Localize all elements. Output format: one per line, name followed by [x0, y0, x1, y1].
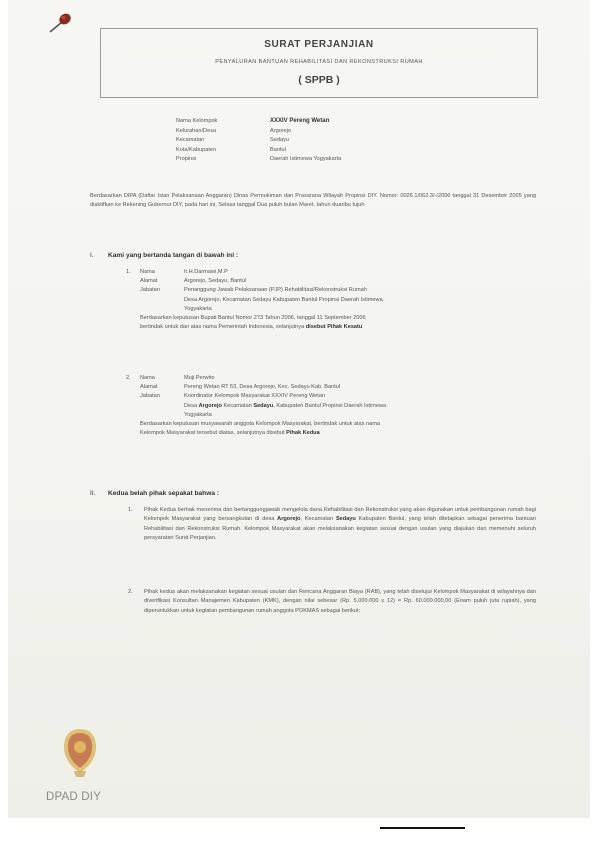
field-label: Jabatan: [140, 287, 160, 294]
field-label: Alamat: [140, 384, 158, 391]
agreement-item: 2. Pihak kedua akan melaksanakan kegiatan sesuai usulan dan Rencana Anggaran Biaya (RAB), yang telah disetujui Kelompok Masyarakat di wilayahnya dan diverifikasi Konsultan Manajemen Kabupaten (KMK), dengan nilai sebesar (Rp. 5.000.000 x 12) = Rp. 60.000.000,00 (Enam puluh juta rupiah), yang diperuntukkan untuk kegiatan pembangunan rumah anggota POKMAS sebagai berikut:: [128, 589, 536, 614]
pin-icon: [48, 10, 74, 36]
info-row: [176, 146, 341, 156]
party-designation: Pihak Kedua: [286, 430, 320, 437]
party-basis: Kelompok Masyarakat tersebut diatas, selanjutnya disebut Pihak Kedua: [140, 430, 320, 437]
section-title: Kami yang bertanda tangan di bawah ini :: [108, 252, 239, 259]
seal-emblem-icon: [60, 727, 100, 779]
party-name: Ir.H.Darmawi,M.P: [184, 269, 228, 275]
party-position: Yogyakarta: [184, 305, 212, 312]
party-position: Penanggung Jawab Pelaksanaan (PJP) Rehabilitasi/Rekonstruksi Rumah: [184, 287, 367, 294]
party-number: 2.: [126, 375, 131, 381]
party-address: Pereng Wetan RT 53, Desa Argorejo, Kec. Sedayu Kab. Bantul: [184, 384, 341, 391]
watermark-label: DPAD DIY: [46, 791, 102, 803]
info-value: Argorejo: [270, 127, 292, 134]
item-number: 2.: [128, 589, 133, 595]
title-box: [100, 28, 538, 98]
field-label: Alamat: [140, 278, 158, 285]
section-heading: [90, 252, 238, 259]
info-row: [176, 136, 341, 146]
party-basis: bertindak untuk dan atas nama Pemerintah Indonesia, selanjutnya disebut Pihak Kesatu: [140, 324, 363, 331]
document-page: [8, 0, 590, 818]
party-position: Yogyakarta: [184, 411, 212, 418]
info-value: Bantul: [270, 146, 286, 153]
party-address: Argorejo, Sedayu, Bantul: [184, 278, 247, 285]
info-row: [176, 117, 341, 127]
section-title: Kedua belah pihak sepakat bahwa :: [108, 490, 220, 497]
info-row: [176, 127, 341, 137]
info-value: XXXIV Pereng Wetan: [270, 118, 330, 124]
agreement-item: 1. Pihak Kedua berhak menerima dan bertanggungjawab mengelola dana Rehabilitasi dan Rekonstruksi yang akan digunakan untuk pembangunan rumah bagi Kelompok Masyarakat yang bersangkutan di desa Argorejo, Kecamatan Sedayu Kabupaten Bantul, yang telah ditetapkan sebagai penerima bantuan Rehabilitasi dan Rekonstruksi Rumah. Kelompok Masyarakat akan melaksanakan kegiatan sesuai dengan usulan yang diajukan dan memenuhi seluruh persyaratan Surat Perjanjian.: [128, 507, 536, 542]
party-designation: disebut Pihak Kesatu: [305, 324, 363, 331]
item-number: 1.: [128, 507, 133, 513]
info-value: Sedayu: [270, 137, 289, 144]
document-title: SURAT PERJANJIAN: [264, 39, 374, 50]
party-basis: Berdasarkan keputusan musyawarah anggota Kelompok Masyarakat, bertindak untuk atas nama: [140, 421, 381, 428]
info-label: Propinsi: [176, 156, 197, 163]
info-row: [176, 155, 341, 165]
field-label: Nama: [140, 269, 155, 275]
document-subtitle: PENYALURAN BANTUAN REHABILITASI DAN REKONSTRUKSI RUMAH: [215, 59, 423, 65]
field-label: Jabatan: [140, 393, 160, 400]
intro-paragraph: Berdasarkan DIPA (Daftar Isian Pelaksanaan Anggaran) Dinas Permukiman dan Prasarana Wilayah Propinsi DIY. Nomor: 0026.1/062.3/-/2006 tanggal 31 Desember 2005 yang diaktifkan ke Rekening Gubernur DIY, pada hari ini, Selasa tanggal Dua puluh bulan Maret, tahun duaribu tujuh: [90, 193, 536, 209]
info-label: Kecamatan: [176, 137, 205, 144]
field-label: Nama: [140, 375, 155, 381]
section-number: II.: [90, 490, 96, 497]
info-label: Kelurahan/Desa: [176, 127, 217, 134]
info-label: Kota/Kabupaten: [176, 146, 217, 153]
section-heading: [90, 490, 219, 497]
info-value: Daerah Istimewa Yogyakarta: [270, 156, 342, 163]
party-one: [126, 268, 536, 332]
party-two: [126, 374, 536, 438]
info-label: Nama Kelompok: [176, 118, 218, 124]
party-position: Desa Argorejo Kecamatan Sedayu, Kabupaten Bantul Propinsi Daerah Istimewa: [184, 402, 387, 409]
underline-mark: [380, 827, 465, 829]
party-position: Desa Argorejo, Kecamatan Sedayu Kabupaten Bantul Propinsi Daerah Istimewa: [184, 296, 383, 303]
group-info: [176, 117, 341, 165]
party-number: 1.: [126, 269, 131, 275]
party-basis: Berdasarkan keputusan Bupati Bantul Nomor 273 Tahun 2006, tanggal 11 September 2006: [140, 315, 366, 322]
party-name: Muji Perwito: [184, 375, 215, 381]
section-number: I.: [90, 252, 94, 259]
party-position: Koordinator Kelompok Masyarakat XXXIV Pereng Wetan: [184, 393, 326, 400]
document-code: ( SPPB ): [298, 74, 340, 86]
